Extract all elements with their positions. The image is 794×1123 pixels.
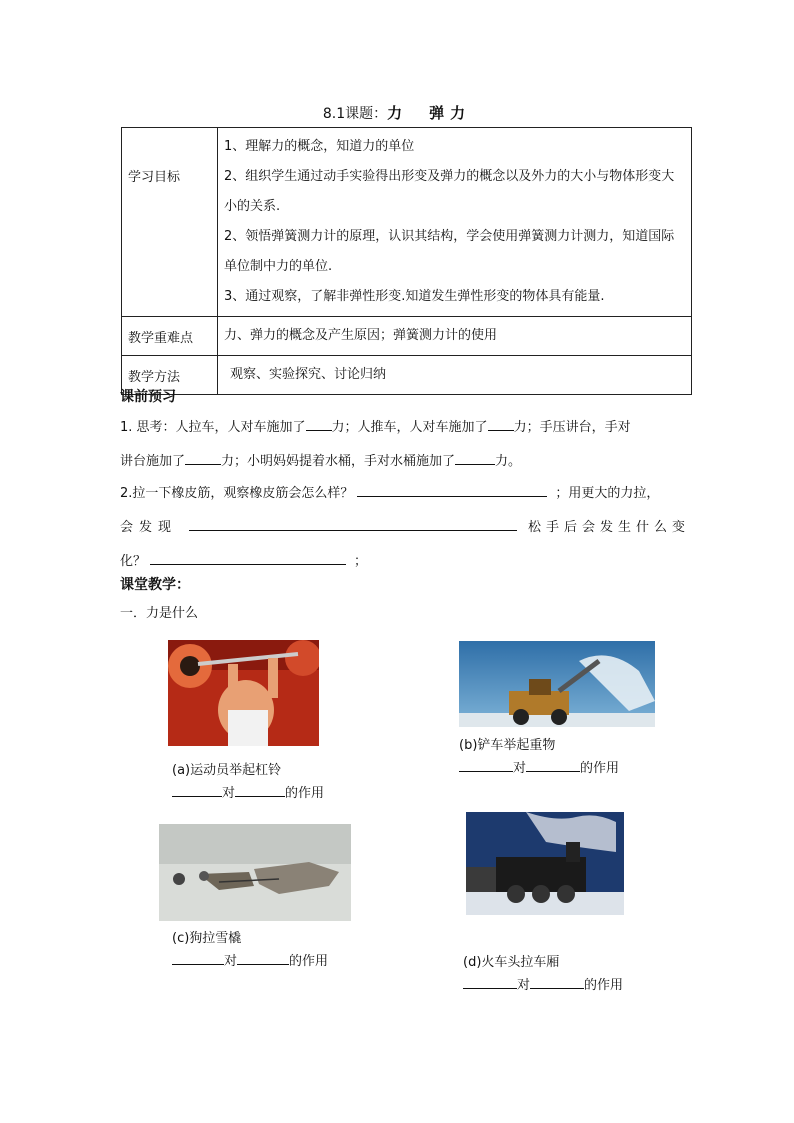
answer-blank[interactable] — [150, 550, 346, 565]
q2-text: ； — [354, 554, 368, 569]
goal-item: 1、理解力的概念，知道力的单位 — [224, 139, 415, 154]
caption-b-blanks — [459, 757, 619, 780]
question-2 — [120, 482, 690, 572]
caption-b-title: (b)铲车举起重物 — [459, 738, 556, 753]
answer-blank[interactable] — [459, 757, 513, 772]
classroom-heading: 课堂教学： — [120, 577, 190, 593]
question-2-line-3 — [120, 550, 690, 572]
locomotive-photo — [466, 812, 624, 915]
q2-text: 松手后会发生什么变 — [527, 520, 690, 535]
question-1-line-1 — [120, 416, 690, 438]
key-label: 教学重难点 — [122, 317, 218, 356]
method-label: 教学方法 — [122, 356, 218, 395]
loader-photo — [459, 641, 655, 727]
q2-text: 化？ — [120, 554, 147, 569]
title-prefix: 8.1课题： — [322, 106, 388, 122]
question-2-line-2 — [120, 516, 690, 538]
caption-b — [459, 735, 619, 780]
caption-d — [463, 952, 623, 997]
q1-text: 讲台施加了 — [120, 454, 186, 469]
question-1-line-2 — [120, 450, 690, 472]
answer-blank[interactable] — [237, 950, 289, 965]
answer-blank[interactable] — [455, 450, 495, 465]
blank-suffix: 的作用 — [584, 978, 624, 993]
answer-blank[interactable] — [172, 950, 224, 965]
answer-blank[interactable] — [526, 757, 580, 772]
blank-connector: 对 — [222, 786, 236, 801]
q1-text: 力；小明妈妈提着水桶，手对水桶施加了 — [221, 454, 456, 469]
caption-c-title: (c)狗拉雪橇 — [172, 931, 242, 946]
caption-a-title: (a)运动员举起杠铃 — [172, 763, 282, 778]
method-content: 观察、实验探究、讨论归纳 — [218, 356, 692, 395]
answer-blank[interactable] — [463, 974, 517, 989]
answer-blank[interactable] — [357, 482, 547, 497]
blank-suffix: 的作用 — [580, 761, 620, 776]
goal-item: 2、组织学生通过动手实验得出形变及弹力的概念以及外力的大小与物体形变大小的关系. — [224, 169, 675, 214]
key-content: 力、弹力的概念及产生原因；弹簧测力计的使用 — [218, 317, 692, 356]
blank-connector: 对 — [224, 954, 238, 969]
caption-c-blanks — [172, 950, 328, 973]
q1-text: 力。 — [495, 454, 522, 469]
goal-item: 3、通过观察，了解非弹性形变.知道发生弹性形变的物体具有能量. — [224, 289, 605, 304]
blank-connector: 对 — [517, 978, 531, 993]
answer-blank[interactable] — [306, 416, 332, 431]
q1-text: 1. 思考：人拉车，人对车施加了 — [120, 420, 306, 435]
blank-connector: 对 — [513, 761, 527, 776]
caption-a-blanks — [172, 782, 324, 805]
answer-blank[interactable] — [189, 516, 517, 531]
caption-c — [172, 928, 328, 973]
weightlifter-photo — [168, 640, 319, 746]
question-1 — [120, 416, 690, 472]
answer-blank[interactable] — [185, 450, 221, 465]
goals-content — [218, 128, 692, 317]
goals-label: 学习目标 — [122, 128, 218, 317]
classroom-subheading: 一．力是什么 — [120, 606, 199, 621]
objectives-table — [121, 127, 692, 395]
goal-item: 2、领悟弹簧测力计的原理，认识其结构，学会使用弹簧测力计测力，知道国际单位制中力的单位. — [224, 229, 675, 274]
page-title — [0, 102, 794, 123]
q1-text: 力；手压讲台，手对 — [513, 420, 631, 435]
caption-d-title: (d)火车头拉车厢 — [463, 955, 560, 970]
answer-blank[interactable] — [488, 416, 514, 431]
question-2-line-1 — [120, 482, 690, 504]
blank-suffix: 的作用 — [289, 954, 329, 969]
blank-suffix: 的作用 — [285, 786, 325, 801]
q1-text: 力；人推车，人对车施加了 — [331, 420, 488, 435]
q2-text: 会发现 — [120, 520, 178, 535]
caption-a — [172, 760, 324, 805]
caption-d-blanks — [463, 974, 623, 997]
answer-blank[interactable] — [172, 782, 222, 797]
title-main: 力 弹力 — [387, 104, 472, 122]
q2-text: ；用更大的力拉， — [555, 486, 660, 501]
dog-sled-photo — [159, 824, 351, 921]
answer-blank[interactable] — [530, 974, 584, 989]
answer-blank[interactable] — [235, 782, 285, 797]
preview-heading: 课前预习 — [120, 389, 176, 405]
q2-text: 2.拉一下橡皮筋，观察橡皮筋会怎么样？ — [120, 486, 354, 501]
